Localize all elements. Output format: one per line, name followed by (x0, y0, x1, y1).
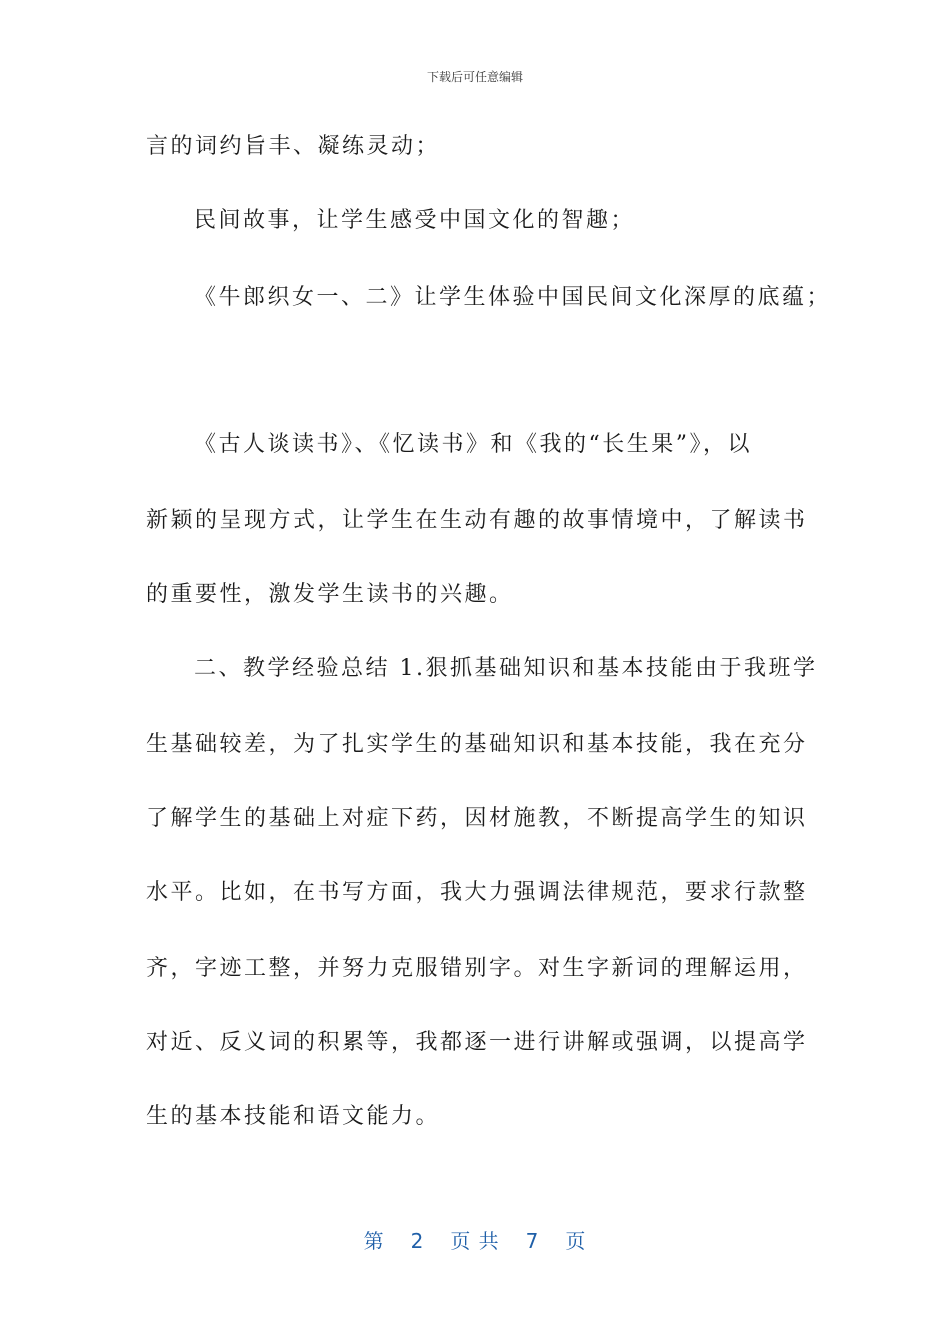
body-line: 《牛郎织女一、二》让学生体验中国民间文化深厚的底蕴； (194, 285, 832, 310)
body-line: 新颖的呈现方式，让学生在生动有趣的故事情境中，了解读书 (146, 508, 808, 533)
body-line: 对近、反义词的积累等，我都逐一进行讲解或强调，以提高学 (146, 1030, 808, 1055)
body-line: 生的基本技能和语文能力。 (146, 1104, 441, 1129)
body-line: 言的词约旨丰、凝练灵动； (146, 134, 441, 159)
page-footer (0, 1225, 950, 1254)
footer-middle: 页 共 (450, 1229, 500, 1253)
body-line: 水平。比如，在书写方面，我大力强调法律规范，要求行款整 (146, 880, 808, 905)
body-line: 民间故事，让学生感受中国文化的智趣； (194, 208, 636, 233)
body-line: 齐，字迹工整，并努力克服错别字。对生字新词的理解运用， (146, 956, 808, 981)
footer-current-page: 2 (410, 1229, 425, 1253)
footer-prefix: 第 (363, 1229, 385, 1253)
body-line: 《古人谈读书》、《忆读书》和《我的“长生果”》，以 (194, 432, 752, 457)
body-line: 的重要性，激发学生读书的兴趣。 (146, 582, 514, 607)
body-line: 了解学生的基础上对症下药，因材施教，不断提高学生的知识 (146, 806, 808, 831)
footer-suffix: 页 (565, 1229, 587, 1253)
footer-total-pages: 7 (525, 1229, 540, 1253)
body-line: 二、教学经验总结 1.狠抓基础知识和基本技能由于我班学 (194, 656, 818, 681)
body-line: 生基础较差，为了扎实学生的基础知识和基本技能，我在充分 (146, 732, 808, 757)
header-note: 下载后可任意编辑 (426, 70, 523, 84)
